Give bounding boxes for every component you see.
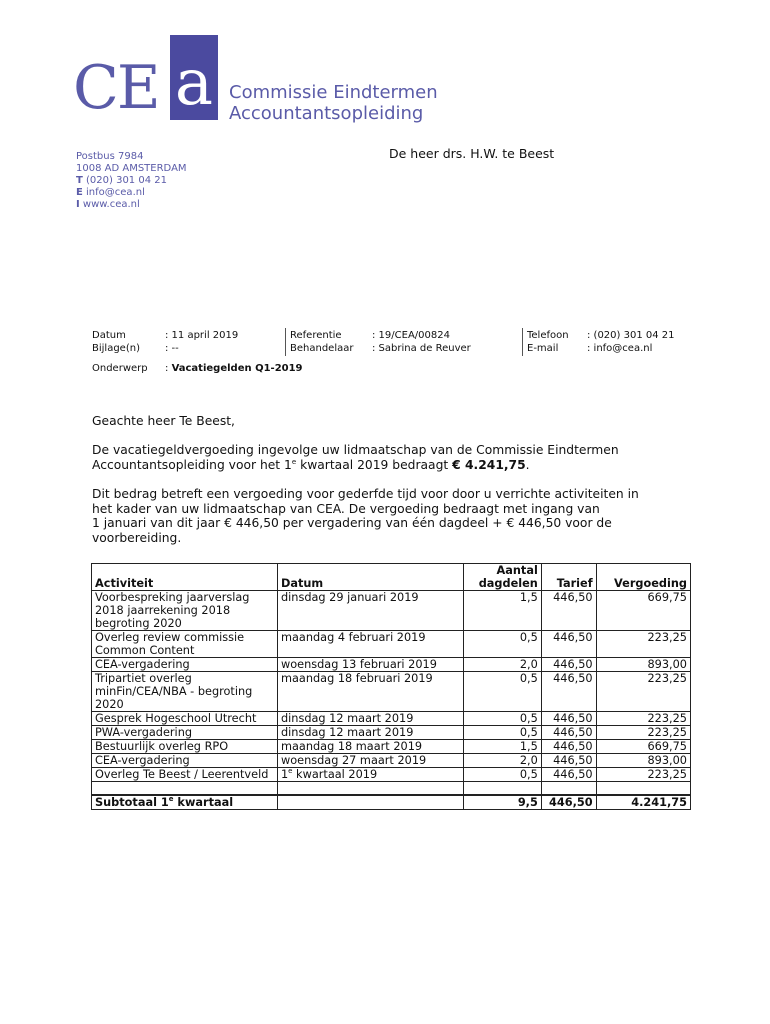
cell-activiteit: Tripartiet overleg minFin/CEA/NBA - begroting 2020 xyxy=(92,672,278,712)
total-label-b: kwartaal xyxy=(173,795,234,809)
cell-tarief: 446,50 xyxy=(541,658,596,672)
cell-activiteit: Bestuurlijk overleg RPO xyxy=(92,740,278,754)
meta-onderwerp: : Vacatiegelden Q1-2019 xyxy=(165,363,303,374)
cell-datum: maandag 18 februari 2019 xyxy=(277,672,463,712)
meta-telefoon-value: : (020) 301 04 21 xyxy=(587,330,675,341)
total-tarief: 446,50 xyxy=(541,795,596,810)
header-aantal xyxy=(464,564,541,591)
sender-web-line xyxy=(76,199,187,211)
cell-tarief: 446,50 xyxy=(541,740,596,754)
meta-bijlage-label: Bijlage(n) xyxy=(92,343,140,354)
cell-datum: dinsdag 12 maart 2019 xyxy=(277,726,463,740)
cell-vergoeding: 669,75 xyxy=(596,740,690,754)
logo-a-letter: a xyxy=(174,46,214,120)
cell-datum-number: 1 xyxy=(280,768,289,781)
total-amount: € 4.241,75 xyxy=(452,457,526,472)
table-total-row xyxy=(92,795,691,810)
cell-datum: dinsdag 29 januari 2019 xyxy=(277,591,463,631)
meta-divider-2 xyxy=(522,328,523,356)
empty-cell xyxy=(277,782,463,795)
table-row xyxy=(92,754,691,768)
p1-superscript: e xyxy=(291,457,297,466)
cell-vergoeding: 893,00 xyxy=(596,658,690,672)
table-row xyxy=(92,672,691,712)
cell-tarief: 446,50 xyxy=(541,754,596,768)
logo-organization-name xyxy=(229,82,438,124)
cell-vergoeding: 893,00 xyxy=(596,754,690,768)
paragraph-2 xyxy=(92,487,692,545)
header-aantal-line-1: Aantal xyxy=(496,564,538,577)
empty-cell xyxy=(92,782,278,795)
cell-datum xyxy=(277,768,463,782)
paragraph-2-line-4: voorbereiding. xyxy=(92,530,182,545)
logo-line-1: Commissie Eindtermen xyxy=(229,82,438,103)
header-datum: Datum xyxy=(277,564,463,591)
table-row xyxy=(92,726,691,740)
meta-referentie-label: Referentie xyxy=(290,330,342,341)
cell-vergoeding: 223,25 xyxy=(596,712,690,726)
meta-referentie-value: : 19/CEA/00824 xyxy=(372,330,450,341)
table-header-row xyxy=(92,564,691,591)
cell-activiteit: CEA-vergadering xyxy=(92,754,278,768)
email-label: E xyxy=(76,187,83,198)
sender-city: 1008 AD AMSTERDAM xyxy=(76,163,187,174)
cell-aantal: 0,5 xyxy=(464,768,541,782)
meta-bijlage-value: : -- xyxy=(165,343,179,354)
empty-cell xyxy=(464,782,541,795)
phone-label: T xyxy=(76,175,83,186)
total-label-a: Subtotaal 1 xyxy=(95,795,169,809)
logo-line-2: Accountantsopleiding xyxy=(229,103,424,124)
cell-activiteit: PWA-vergadering xyxy=(92,726,278,740)
paragraph-2-line-3: 1 januari van dit jaar € 446,50 per vergadering van één dagdeel + € 446,50 voor de xyxy=(92,516,612,530)
p1-text-c: kwartaal 2019 bedraagt xyxy=(296,457,453,472)
cell-activiteit: Overleg review commissie Common Content xyxy=(92,631,278,658)
cell-tarief: 446,50 xyxy=(541,768,596,782)
cell-vergoeding: 223,25 xyxy=(596,726,690,740)
sender-address xyxy=(76,151,187,211)
sender-postbus: Postbus 7984 xyxy=(76,151,144,162)
cell-activiteit: Voorbespreking jaarverslag 2018 jaarrekening 2018 begroting 2020 xyxy=(92,591,278,631)
p1-text-a: Accountantsopleiding voor het 1 xyxy=(92,457,292,472)
total-datum xyxy=(277,795,463,810)
header-tarief: Tarief xyxy=(541,564,596,591)
table-row xyxy=(92,768,691,782)
paragraph-1-line-1: De vacatiegeldvergoeding ingevolge uw lidmaatschap van de Commissie Eindtermen xyxy=(92,443,619,457)
logo-letters: CE xyxy=(73,53,159,123)
sender-web: www.cea.nl xyxy=(82,199,140,210)
cell-datum: maandag 18 maart 2019 xyxy=(277,740,463,754)
cell-aantal: 0,5 xyxy=(464,726,541,740)
meta-onderwerp-label: Onderwerp xyxy=(92,363,148,374)
cell-tarief: 446,50 xyxy=(541,726,596,740)
cell-datum: dinsdag 12 maart 2019 xyxy=(277,712,463,726)
salutation: Geachte heer Te Beest, xyxy=(92,414,235,428)
cell-vergoeding: 669,75 xyxy=(596,591,690,631)
cell-datum: woensdag 13 februari 2019 xyxy=(277,658,463,672)
paragraph-2-line-1: Dit bedrag betreft een vergoeding voor gederfde tijd voor door u verrichte activiteiten in xyxy=(92,487,639,501)
cell-aantal: 2,0 xyxy=(464,754,541,768)
cell-tarief: 446,50 xyxy=(541,672,596,712)
meta-datum-label: Datum xyxy=(92,330,126,341)
table-row xyxy=(92,631,691,658)
empty-cell xyxy=(541,782,596,795)
table-row-empty xyxy=(92,782,691,795)
addressee: De heer drs. H.W. te Beest xyxy=(389,146,555,161)
header-aantal-line-2: dagdelen xyxy=(478,577,538,590)
cell-activiteit: Gesprek Hogeschool Utrecht xyxy=(92,712,278,726)
cell-vergoeding: 223,25 xyxy=(596,631,690,658)
meta-divider-1 xyxy=(285,328,286,356)
sender-phone: (020) 301 04 21 xyxy=(86,175,167,186)
total-vergoeding: 4.241,75 xyxy=(596,795,690,810)
cell-datum: maandag 4 februari 2019 xyxy=(277,631,463,658)
cell-aantal: 0,5 xyxy=(464,631,541,658)
cell-aantal: 0,5 xyxy=(464,712,541,726)
table-row xyxy=(92,740,691,754)
total-aantal: 9,5 xyxy=(464,795,541,810)
activities-table xyxy=(91,563,691,810)
cell-vergoeding: 223,25 xyxy=(596,672,690,712)
sender-phone-line xyxy=(76,175,187,187)
cell-tarief: 446,50 xyxy=(541,591,596,631)
cell-datum-superscript: e xyxy=(288,767,293,776)
cell-activiteit: CEA-vergadering xyxy=(92,658,278,672)
table-row xyxy=(92,712,691,726)
cell-aantal: 1,5 xyxy=(464,591,541,631)
table-row xyxy=(92,658,691,672)
total-label-superscript: e xyxy=(168,794,174,803)
cell-vergoeding: 223,25 xyxy=(596,768,690,782)
cell-datum-text: kwartaal 2019 xyxy=(292,768,378,781)
p1-end: . xyxy=(525,457,530,472)
header-activiteit: Activiteit xyxy=(92,564,278,591)
meta-behandelaar-value: : Sabrina de Reuver xyxy=(372,343,471,354)
sender-email-line xyxy=(76,187,187,199)
meta-datum-value: : 11 april 2019 xyxy=(165,330,239,341)
paragraph-2-line-2: het kader van uw lidmaatschap van CEA. De vergoeding bedraagt met ingang van xyxy=(92,501,600,516)
total-label xyxy=(92,795,278,810)
cell-datum: woensdag 27 maart 2019 xyxy=(277,754,463,768)
meta-email-value: : info@cea.nl xyxy=(587,343,653,354)
paragraph-1-line-2 xyxy=(92,458,692,473)
meta-onderwerp-value: Vacatiegelden Q1-2019 xyxy=(171,363,303,374)
header-vergoeding: Vergoeding xyxy=(596,564,690,591)
cell-aantal: 2,0 xyxy=(464,658,541,672)
cell-tarief: 446,50 xyxy=(541,712,596,726)
paragraph-1 xyxy=(92,443,692,472)
cell-aantal: 1,5 xyxy=(464,740,541,754)
cell-aantal: 0,5 xyxy=(464,672,541,712)
cell-tarief: 446,50 xyxy=(541,631,596,658)
empty-cell xyxy=(596,782,690,795)
meta-behandelaar-label: Behandelaar xyxy=(290,343,354,354)
sender-email: info@cea.nl xyxy=(86,187,145,198)
table-row xyxy=(92,591,691,631)
cell-activiteit: Overleg Te Beest / Leerentveld xyxy=(92,768,278,782)
web-label: I xyxy=(76,199,80,210)
meta-email-label: E-mail xyxy=(527,343,559,354)
meta-telefoon-label: Telefoon xyxy=(527,330,569,341)
